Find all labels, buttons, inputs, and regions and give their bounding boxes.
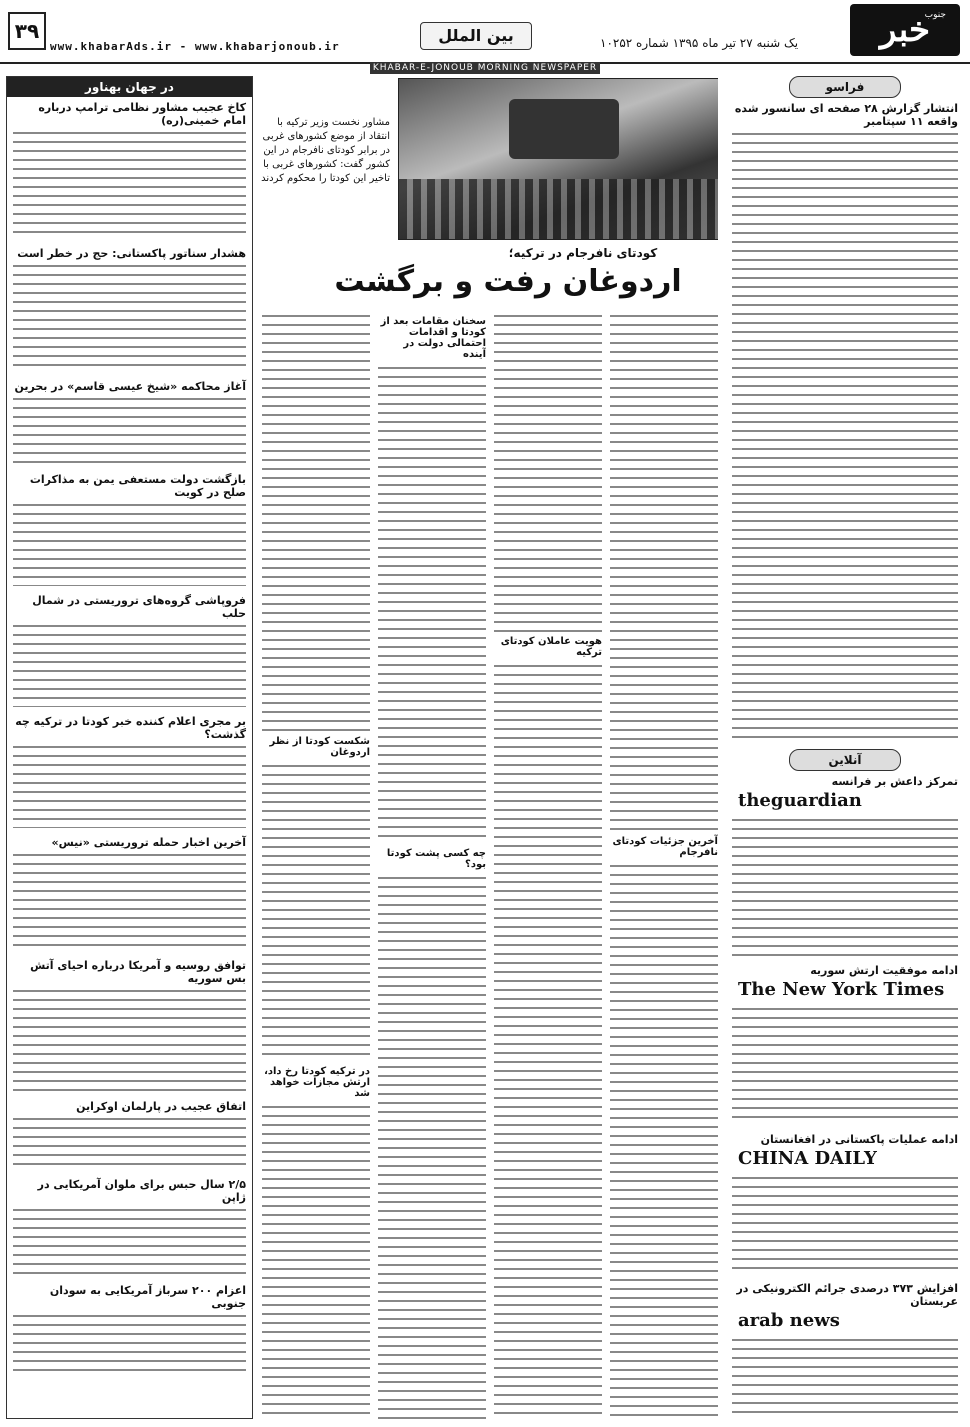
subhead: سخنان مقامات بعد از کودتا و اقدامات احتمالی دولت در آینده xyxy=(380,316,486,360)
article-column xyxy=(494,312,602,1419)
news-item xyxy=(7,97,252,243)
body-text xyxy=(13,1206,246,1276)
right-column xyxy=(726,76,964,1419)
subhead: در ترکیه کودتا رخ داد، ارتش مجازات خواهد شد xyxy=(264,1066,370,1099)
body-text xyxy=(378,874,486,1419)
news-headline[interactable]: کاخ عجیب مشاور نظامی ترامپ درباره امام خمینی(ره) xyxy=(38,101,246,127)
news-headline[interactable]: ادامه موفقیت ارتش سوریه xyxy=(810,964,958,977)
news-headline[interactable]: افزایش ۳۷۳ درصدی جرائم الکترونیکی در عربستان xyxy=(736,1282,958,1308)
body-text xyxy=(13,1115,246,1170)
body-text xyxy=(732,1336,958,1419)
kicker: کودتای نافرجام در ترکیه؛ xyxy=(508,246,658,260)
logo-sub: جنوب xyxy=(924,10,946,20)
source-logo: CHINA DAILY xyxy=(738,1148,877,1169)
body-text xyxy=(732,1005,958,1125)
source-logo: theguardian xyxy=(738,790,862,811)
news-item xyxy=(726,771,964,960)
news-headline[interactable]: آغاز محاکمه «شیخ عیسی قاسم» در بحرین xyxy=(14,380,246,393)
banner: KHABAR-E-JONOUB MORNING NEWSPAPER xyxy=(370,62,600,74)
body-text xyxy=(13,622,246,707)
news-item xyxy=(7,832,252,955)
body-text xyxy=(610,312,718,832)
main-headline[interactable]: اردوغان رفت و برگشت xyxy=(334,264,682,299)
news-item xyxy=(7,243,252,376)
body-text xyxy=(13,501,246,586)
article-column xyxy=(378,312,486,1419)
body-text xyxy=(732,1174,958,1274)
left-column-title: در جهان بهناور xyxy=(7,77,252,97)
section-farasoo: فراسو xyxy=(789,76,901,98)
body-text xyxy=(494,312,602,632)
body-text xyxy=(13,743,246,828)
source-logo: The New York Times xyxy=(738,979,945,1000)
section-online: آنلاین xyxy=(789,749,901,771)
subhead: شکست کودتا از نظر اردوغان xyxy=(269,736,370,758)
news-headline[interactable]: ادامه عملیات پاکستانی در افغانستان xyxy=(760,1133,958,1146)
article-column xyxy=(262,312,370,1419)
body-text xyxy=(13,1312,246,1372)
issue-date: یک شنبه ۲۷ تیر ماه ۱۳۹۵ شماره ۱۰۲۵۲ xyxy=(600,36,799,50)
body-text xyxy=(262,1103,370,1419)
subhead: آخرین جزئیات کودتای نافرجام xyxy=(612,836,718,858)
news-item xyxy=(7,1280,252,1376)
news-headline[interactable]: توافق روسیه و آمریکا درباره احیای آتش بس سوریه xyxy=(30,959,246,985)
page-number: ۳۹ xyxy=(8,12,46,50)
body-text xyxy=(262,762,370,1062)
websites[interactable]: www.khabarAds.ir - www.khabarjonoub.ir xyxy=(50,40,340,53)
source-logo: arab news xyxy=(738,1310,840,1331)
flag-shape xyxy=(509,99,619,159)
news-item xyxy=(726,960,964,1129)
news-item xyxy=(726,98,964,749)
section-title: بین الملل xyxy=(420,22,532,50)
news-headline[interactable]: بازگشت دولت مستعفی یمن به مذاکرات صلح در کویت xyxy=(29,473,246,499)
body-text xyxy=(13,851,246,951)
news-item xyxy=(7,955,252,1096)
body-text xyxy=(13,395,246,465)
news-headline[interactable]: بر مجری اعلام کننده خبر کودتا در ترکیه چه گذشت؟ xyxy=(15,715,246,741)
body-text xyxy=(610,862,718,1419)
left-column xyxy=(6,76,253,1419)
news-headline[interactable]: اعزام ۲۰۰ سرباز آمریکایی به سودان جنوبی xyxy=(49,1284,246,1310)
body-text xyxy=(732,816,958,956)
news-item xyxy=(7,469,252,590)
news-headline[interactable]: فروپاشی گروه‌های تروریستی در شمال حلب xyxy=(32,594,246,620)
article-column xyxy=(610,312,718,1419)
crowd-shape xyxy=(399,179,718,239)
news-item xyxy=(726,1129,964,1278)
news-headline[interactable]: اتفاق عجیب در پارلمان اوکراین xyxy=(76,1100,246,1113)
newspaper-logo xyxy=(850,4,960,56)
body-text xyxy=(494,662,602,1419)
subhead: هویت عاملان کودتای ترکیه xyxy=(500,636,602,658)
logo-text: خبر xyxy=(879,10,931,50)
center-feature xyxy=(258,76,718,1419)
news-item xyxy=(7,711,252,832)
news-item xyxy=(7,1174,252,1280)
news-headline[interactable]: ۲/۵ سال حبس برای ملوان آمریکایی در ژاپن xyxy=(37,1178,246,1204)
photo-caption: مشاور نخست وزیر ترکیه با انتقاد از موضع کشورهای غربی در برابر کودتای نافرجام در این کشور گفت: کشورهای غربی با تاخیر این کودتا را محکوم کردند xyxy=(261,117,390,184)
news-headline[interactable]: انتشار گزارش ۲۸ صفحه ای سانسور شده واقعه ۱۱ سپتامبر xyxy=(734,102,958,128)
news-headline[interactable]: آخرین اخبار حمله تروریستی «نیس» xyxy=(51,836,246,849)
news-headline[interactable]: هشدار سناتور پاکستانی: حج در خطر است xyxy=(17,247,246,260)
news-item xyxy=(7,590,252,711)
body-text xyxy=(262,312,370,732)
news-item xyxy=(7,376,252,469)
subhead: چه کسی پشت کودتا بود؟ xyxy=(386,848,486,870)
body-text xyxy=(13,262,246,372)
body-text xyxy=(378,364,486,844)
body-text xyxy=(13,987,246,1092)
news-item xyxy=(726,1278,964,1419)
news-item xyxy=(7,1096,252,1174)
feature-photo xyxy=(398,78,718,240)
body-text xyxy=(732,130,958,745)
news-headline[interactable]: تمرکز داعش بر فرانسه xyxy=(831,775,958,788)
body-text xyxy=(13,129,246,239)
masthead xyxy=(0,0,970,64)
